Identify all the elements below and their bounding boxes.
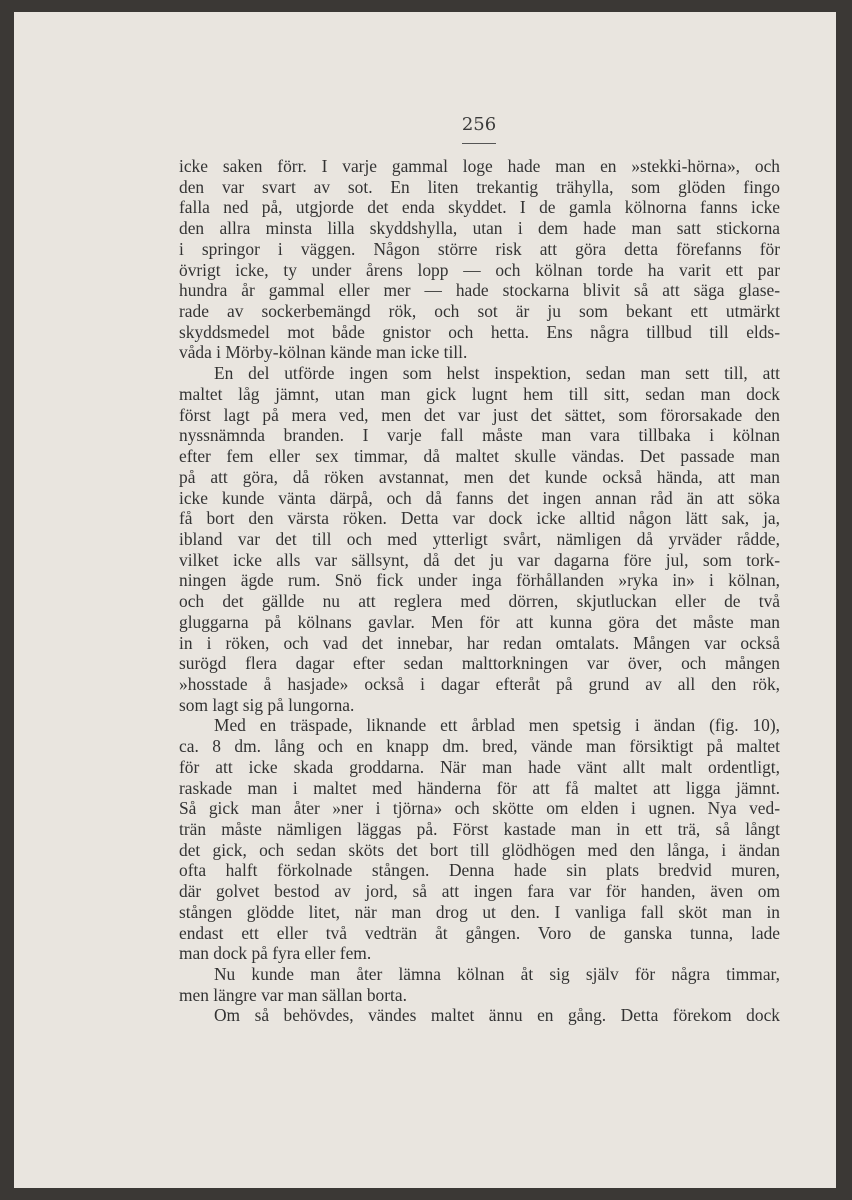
text-line: »hosstade å hasjade» också i dagar efteråt på grund av all den rök, — [179, 673, 780, 694]
text-line: den var svart av sot. En liten trekantig trähylla, som glöden fingo — [179, 176, 780, 197]
text-line: icke kunde vänta därpå, och då fanns det ingen annan råd än att söka — [179, 487, 780, 508]
text-line: där golvet bestod av jord, så att ingen fara var för handen, även om — [179, 881, 780, 902]
text-line: men längre var man sällan borta. — [179, 984, 407, 1005]
text-line: Nu kunde man åter lämna kölnan åt sig själv för några timmar, — [214, 964, 780, 985]
text-line: det gick, och sedan sköts det bort till glödhögen med den långa, i ändan — [179, 839, 780, 860]
text-line: surögd flera dagar efter sedan malttorkningen var över, och mången — [179, 653, 780, 674]
text-line: trän måste nämligen läggas på. Först kastade man in ett trä, så långt — [179, 819, 780, 839]
text-line: ibland var det till och med ytterligt svårt, nämligen då yrväder rådde, — [179, 528, 780, 549]
text-line: ofta halft förkolnade stången. Denna hade sin plats bredvid muren, — [179, 860, 780, 881]
text-line: in i röken, och vad det innebar, har redan omtalats. Mången var också — [179, 632, 780, 653]
text-line: den allra minsta lilla skyddshylla, utan i dem hade man satt stickorna — [179, 218, 780, 239]
text-line: raskade man i maltet med händerna för att få maltet att ligga jämnt. — [179, 777, 780, 798]
text-line: skyddsmedel mot både gnistor och hetta. Ens några tillbud till elds- — [179, 321, 780, 342]
text-line: falla ned på, utgjorde det enda skyddet. I de gamla kölnorna fanns icke — [179, 197, 780, 218]
text-line: i springor i väggen. Någon större risk att göra detta förefanns för — [179, 238, 780, 259]
text-line: man dock på fyra eller fem. — [179, 943, 372, 964]
page-number-underline — [462, 143, 496, 144]
text-line: för att icke skada groddarna. När man hade vänt allt malt ordentligt, — [179, 756, 780, 777]
text-line: En del utförde ingen som helst inspektion, sedan man sett till, att — [214, 363, 780, 384]
text-line: ca. 8 dm. lång och en knapp dm. bred, vände man försiktigt på maltet — [179, 736, 780, 757]
text-line: som lagt sig på lungorna. — [179, 694, 355, 715]
text-line: stången glödde litet, när man drog ut den. I vanliga fall sköt man in — [179, 901, 780, 922]
text-line: efter fem eller sex timmar, då maltet skulle vändas. Det passade man — [179, 446, 780, 467]
text-line: våda i Mörby-kölnan kände man icke till. — [179, 342, 468, 363]
body-text — [179, 156, 780, 1026]
text-line: få bort den värsta röken. Detta var dock icke alltid någon lätt sak, ja, — [179, 508, 780, 529]
text-line: Med en träspade, liknande ett årblad men spetsig i ändan (fig. 10), — [214, 715, 780, 736]
text-line: hundra år gammal eller mer — hade stockarna blivit så att säga glase- — [179, 280, 780, 301]
text-line: icke saken förr. I varje gammal loge hade man en »stekki-hörna», och — [179, 156, 780, 176]
text-line: vilket icke alls var sällsynt, då det ju var dagarna före jul, som tork- — [179, 549, 780, 570]
text-line: och det gällde nu att reglera med dörren, skjutluckan eller de två — [179, 591, 780, 612]
document-page — [14, 12, 836, 1188]
text-line: övrigt icke, ty under årens lopp — och kölnan torde ha varit ett par — [179, 259, 780, 280]
text-line: på att göra, då röken avstannat, men det kunde också hända, att man — [179, 466, 780, 487]
text-line: maltet låg jämnt, utan man gick lugnt hem till sitt, sedan man dock — [179, 383, 780, 404]
text-line: Så gick man åter »ner i tjörna» och skötte om elden i ugnen. Nya ved- — [179, 798, 780, 819]
text-line: gluggarna på kölnans gavlar. Men för att kunna göra det måste man — [179, 611, 780, 632]
text-line: Om så behövdes, vändes maltet ännu en gång. Detta förekom dock — [214, 1005, 780, 1026]
text-line: först lagt på mera ved, men det var just det sättet, som förorsakade den — [179, 404, 780, 425]
page-number: 256 — [461, 114, 497, 135]
text-line: rade av sockerbemängd rök, och sot är ju som bekant ett utmärkt — [179, 301, 780, 322]
text-line: ningen ägde rum. Snö fick under inga förhållanden »ryka in» i kölnan, — [179, 570, 780, 591]
text-line: endast ett eller två vedträn åt gången. Voro de ganska tunna, lade — [179, 922, 780, 943]
text-line: nyssnämnda branden. I varje fall måste man vara tillbaka i kölnan — [179, 425, 780, 446]
